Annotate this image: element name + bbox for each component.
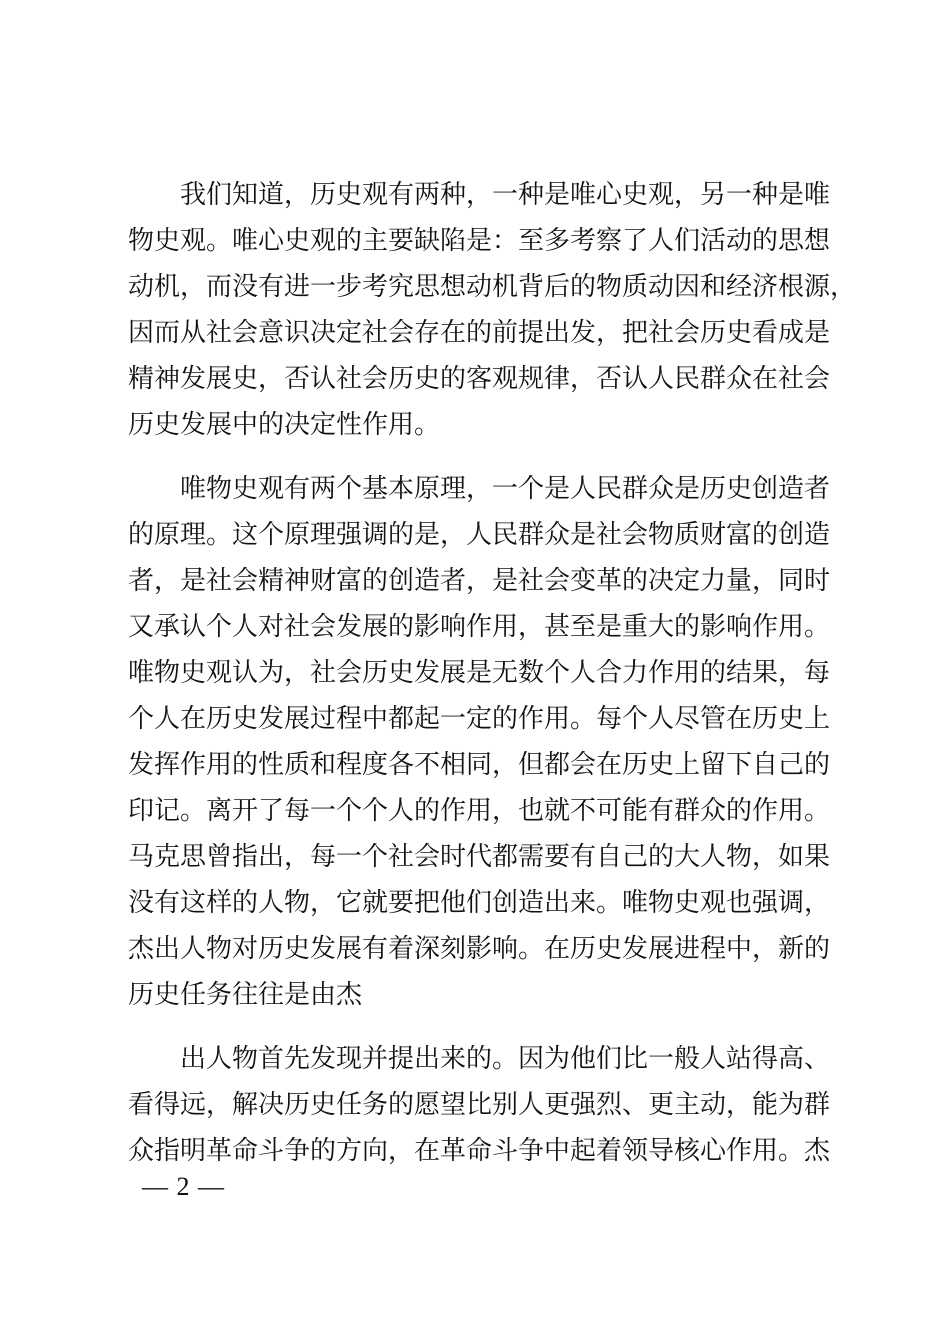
text-line: 没有这样的人物，它就要把他们创造出来。唯物史观也强调， [128,888,831,918]
text-line: 精神发展史，否认社会历史的客观规律，否认人民群众在社会 [128,364,831,394]
page-number: — 2 — [142,1172,225,1201]
text-line: 唯物史观认为，社会历史发展是无数个人合力作用的结果，每 [128,658,831,688]
text-line: 物史观。唯心史观的主要缺陷是：至多考察了人们活动的思想 [128,226,831,256]
text-line: 杰出人物对历史发展有着深刻影响。在历史发展进程中，新的 [128,934,831,964]
text-line: 因而从社会意识决定社会存在的前提出发，把社会历史看成是 [128,318,831,348]
text-line: 历史发展中的决定性作用。 [128,410,441,440]
text-line: 印记。离开了每一个个人的作用，也就不可能有群众的作用。 [128,796,831,826]
text-line: 众指明革命斗争的方向，在革命斗争中起着领导核心作用。杰 [128,1136,831,1166]
text-line: 个人在历史发展过程中都起一定的作用。每个人尽管在历史上 [128,704,831,734]
text-line: 动机，而没有进一步考究思想动机背后的物质动因和经济根源， [128,272,857,302]
text-line: 我们知道，历史观有两种，一种是唯心史观，另一种是唯 [180,180,831,210]
text-line: 又承认个人对社会发展的影响作用，甚至是重大的影响作用。 [128,612,831,642]
text-line: 的原理。这个原理强调的是，人民群众是社会物质财富的创造 [128,520,831,550]
text-line: 历史任务往往是由杰 [128,980,363,1010]
text-line: 发挥作用的性质和程度各不相同，但都会在历史上留下自己的 [128,750,831,780]
text-line: 马克思曾指出，每一个社会时代都需要有自己的大人物，如果 [128,842,831,872]
text-line: 出人物首先发现并提出来的。因为他们比一般人站得高、 [180,1044,831,1074]
text-line: 唯物史观有两个基本原理，一个是人民群众是历史创造者 [180,474,831,504]
text-line: 看得远，解决历史任务的愿望比别人更强烈、更主动，能为群 [128,1090,831,1120]
text-line: 者，是社会精神财富的创造者，是社会变革的决定力量，同时 [128,566,831,596]
